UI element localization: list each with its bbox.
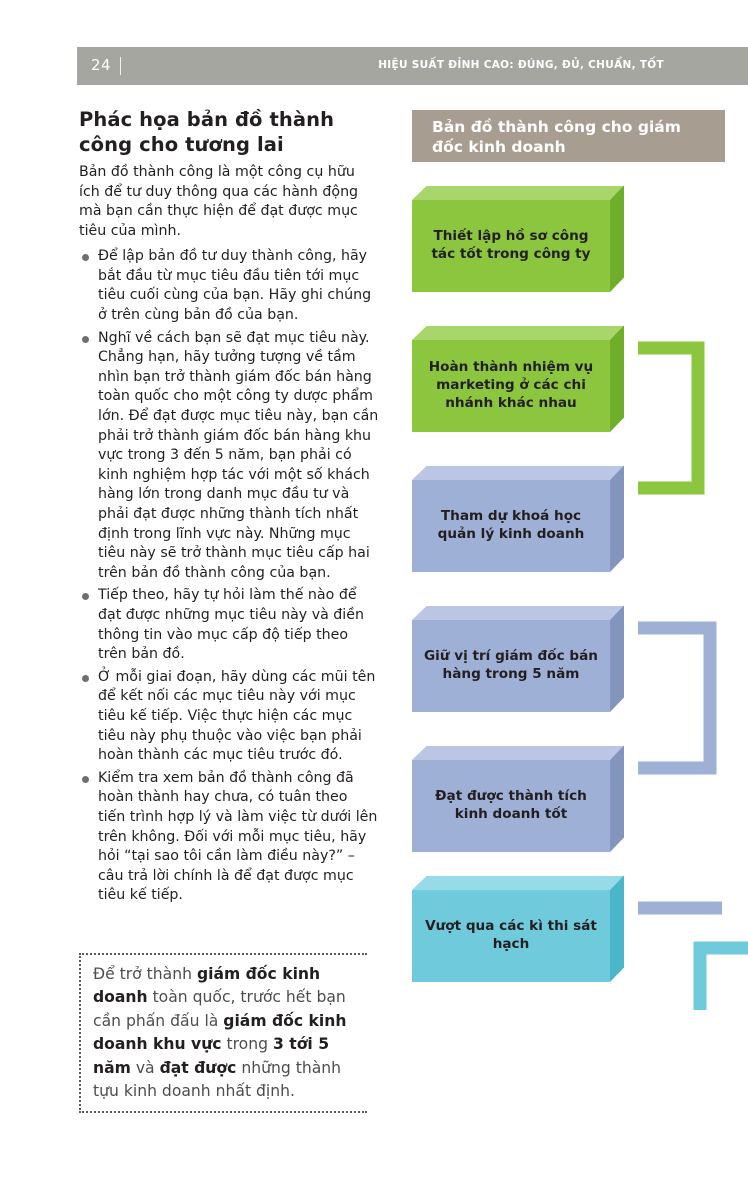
flow-step-5-side-face [610, 746, 624, 852]
list-item: Ở mỗi giai đoạn, hãy dùng các mũi tên để kết nối các mục tiêu này với mục tiêu kế tiếp. Việc thực hiện các mục tiêu này phụ thuộc vào việc bạn phải hoàn thành các mục tiêu trước đó. [79, 668, 379, 766]
flow-step-3-side-face [610, 466, 624, 572]
page-header [77, 47, 748, 85]
flow-step-5-top-face [412, 746, 624, 760]
flow-step-3 [412, 466, 624, 572]
flow-step-5-label: Đạt được thành tích kinh doanh tốt [435, 788, 587, 822]
flow-step-2 [412, 326, 624, 432]
diagram-title-box [412, 110, 725, 162]
flow-step-6-top-face [412, 876, 624, 890]
page-number: 24 [91, 56, 112, 74]
flow-step-5 [412, 746, 624, 852]
article-column [79, 108, 379, 909]
diagram-title: Bản đồ thành công cho giám đốc kinh doanh [432, 118, 681, 156]
bullet-list [79, 247, 379, 906]
flow-step-4-top-face [412, 606, 624, 620]
header-divider [120, 57, 121, 75]
flow-step-6 [412, 876, 624, 982]
flow-step-1-label: Thiết lập hồ sơ công tác tốt trong công ty [431, 228, 591, 262]
flow-step-4-label: Giữ vị trí giám đốc bán hàng trong 5 năm [424, 648, 598, 682]
list-item: Nghĩ về cách bạn sẽ đạt mục tiêu này. Chẳng hạn, hãy tưởng tượng về tầm nhìn bạn trở thành giám đốc bán hàng toàn quốc cho một công ty dược phẩm lớn. Để đạt được mục tiêu này, bạn cần phải trở thành giám đốc bán hàng khu vực trong 3 đến 5 năm, bạn phải có kinh nghiệm hợp tác với một số khách hàng lớn trong danh mục đầu tư và phải đạt được những thành tích nhất định trong lĩnh vực này. Những mục tiêu này sẽ trở thành mục tiêu cấp hai trên bản đồ thành công của bạn. [79, 329, 379, 584]
flow-step-2-top-face [412, 326, 624, 340]
list-item: Để lập bản đồ tư duy thành công, hãy bắt đầu từ mục tiêu đầu tiên tới mục tiêu cuối cùng của bạn. Hãy ghi chúng ở trên cùng bản đồ của bạn. [79, 247, 379, 325]
flow-step-4-side-face [610, 606, 624, 712]
flow-step-3-top-face [412, 466, 624, 480]
flow-step-6-label: Vượt qua các kì thi sát hạch [425, 918, 597, 952]
flow-step-1-side-face [610, 186, 624, 292]
flow-step-2-side-face [610, 326, 624, 432]
flow-step-2-label: Hoàn thành nhiệm vụ marketing ở các chi nhánh khác nhau [428, 359, 594, 411]
list-item: Tiếp theo, hãy tự hỏi làm thế nào để đạt được những mục tiêu này và điền thông tin vào mục cấp độ tiếp theo trên bản đồ. [79, 586, 379, 664]
intro-paragraph: Bản đồ thành công là một công cụ hữu ích để tư duy thông qua các hành động mà bạn cần thực hiện để đạt được mục tiêu của mình. [79, 163, 359, 239]
list-item: Kiểm tra xem bản đồ thành công đã hoàn thành hay chưa, có tuân theo tiến trình hợp lý và làm việc từ dưới lên trên không. Đối với mỗi mục tiêu, hãy hỏi “tại sao tôi cần làm điều này?” – câu trả lời chính là để đạt được mục tiêu kế tiếp. [79, 769, 379, 906]
callout-box [79, 953, 367, 1113]
flow-step-1 [412, 186, 624, 292]
page-title: Phác họa bản đồ thành công cho tương lai [79, 108, 335, 156]
running-title: HIỆU SUẤT ĐỈNH CAO: ĐÚNG, ĐỦ, CHUẨN, TỐT [378, 59, 664, 71]
flow-step-3-label: Tham dự khoá học quản lý kinh doanh [437, 508, 585, 542]
callout-text: Để trở thành giám đốc kinh doanh toàn quốc, trước hết bạn cần phấn đấu là giám đốc kinh doanh khu vực trong 3 tới 5 năm và đạt được những thành tựu kinh doanh nhất định. [93, 965, 347, 1100]
success-map-diagram [400, 110, 748, 1010]
flow-step-1-top-face [412, 186, 624, 200]
flow-step-4 [412, 606, 624, 712]
flow-step-6-side-face [610, 876, 624, 982]
